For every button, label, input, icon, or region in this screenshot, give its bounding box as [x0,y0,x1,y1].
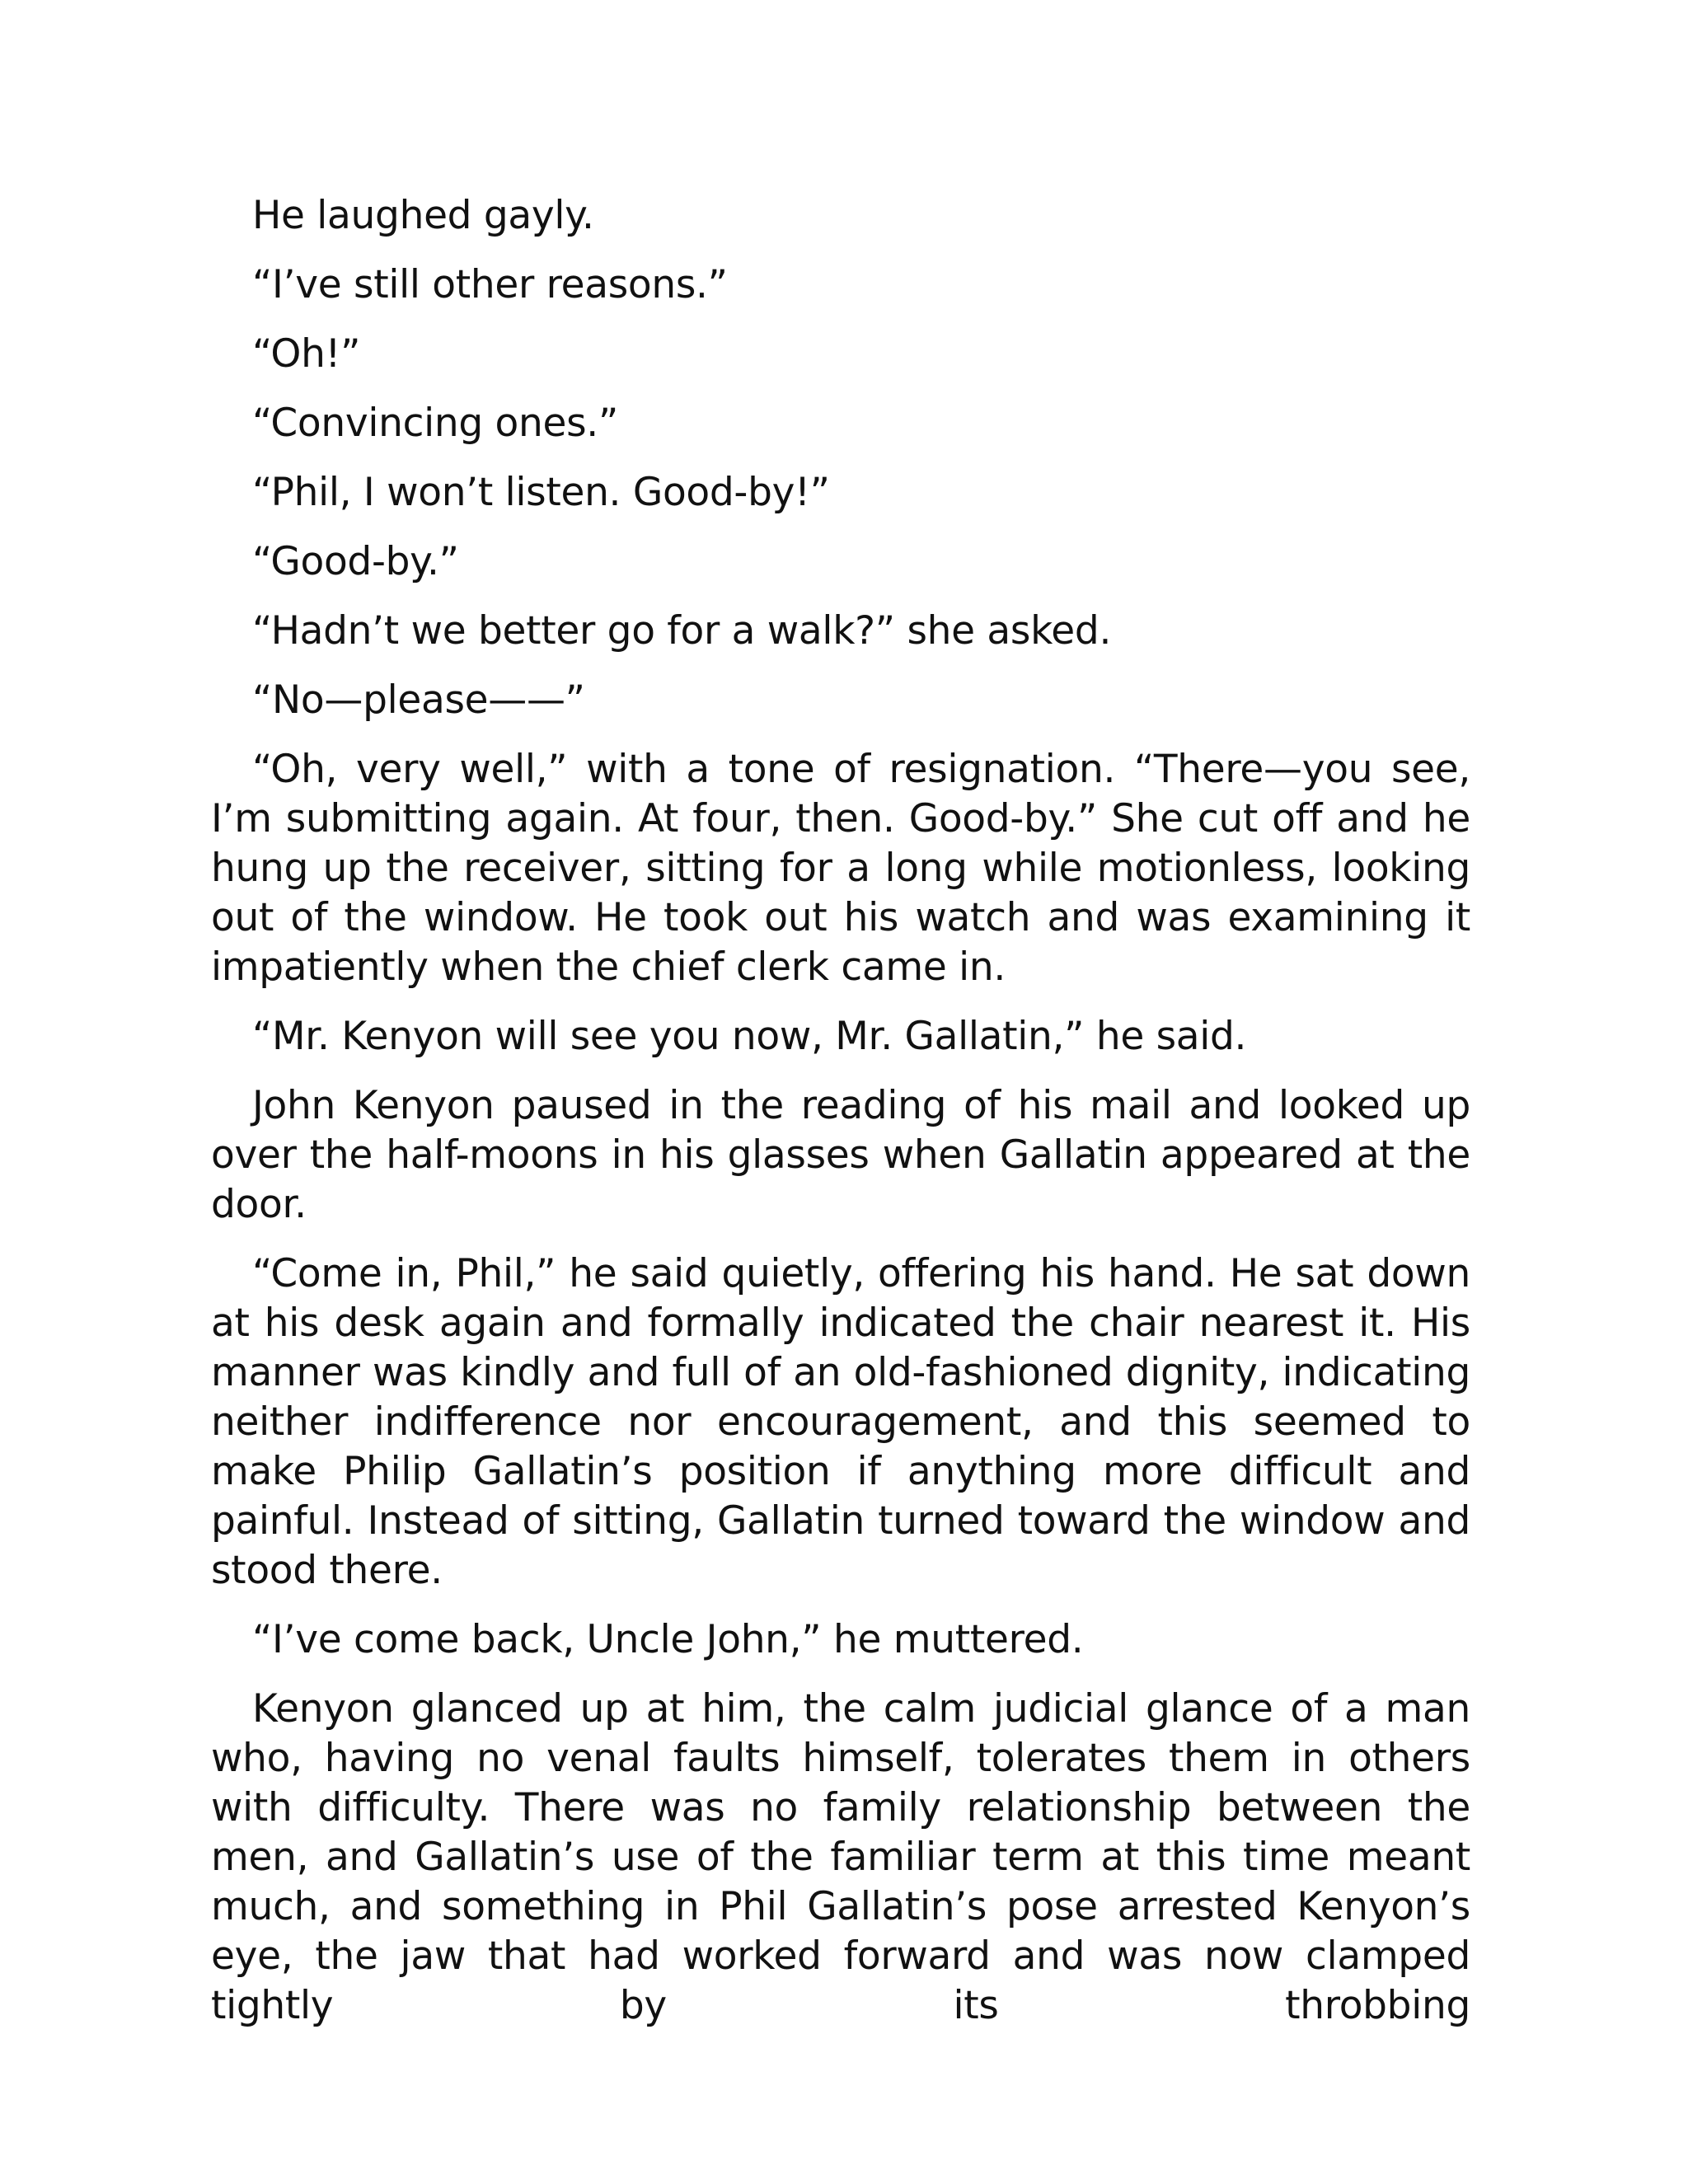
paragraph-9: “Oh, very well,” with a tone of resignation. “There—you see, I’m submitting again. At four, then. Good-by.” She cut off and he hung up the receiver, sitting for a long while motionless, looking out of the window. He took out his watch and was examining it impatiently when the chief clerk came in. [211,747,1470,990]
paragraph-2: “I’ve still other reasons.” [252,262,728,307]
paragraph-3: “Oh!” [252,331,361,377]
paragraph-12: “Come in, Phil,” he said quietly, offering his hand. He sat down at his desk again and formally indicated the chair nearest it. His manner was kindly and full of an old-fashioned dignity, indicating neither indifference nor encouragement, and this seemed to make Philip Gallatin’s position if anything more difficult and painful. Instead of sitting, Gallatin turned toward the window and stood there. [211,1251,1470,1593]
page-text [211,191,1470,2031]
paragraph-13: “I’ve come back, Uncle John,” he muttered. [252,1617,1084,1662]
paragraph-5: “Phil, I won’t listen. Good-by!” [252,470,830,515]
paragraph-4: “Convincing ones.” [252,401,618,446]
paragraph-10: “Mr. Kenyon will see you now, Mr. Gallatin,” he said. [252,1014,1247,1059]
paragraph-14: Kenyon glanced up at him, the calm judicial glance of a man who, having no venal faults himself, tolerates them in others with difficulty. There was no family relationship between the men, and Gallatin’s use of the familiar term at this time meant much, and something in Phil Gallatin’s pose arrested Kenyon’s eye, the jaw that had worked forward and was now clamped tightly by its throbbing [211,1686,1470,2028]
paragraph-1: He laughed gayly. [252,193,594,238]
paragraph-11: John Kenyon paused in the reading of his mail and looked up over the half-moons in his glasses when Gallatin appeared at the door. [211,1083,1470,1227]
paragraph-8: “No—please——” [252,677,585,723]
paragraph-7: “Hadn’t we better go for a walk?” she asked. [252,608,1112,654]
paragraph-6: “Good-by.” [252,539,459,584]
